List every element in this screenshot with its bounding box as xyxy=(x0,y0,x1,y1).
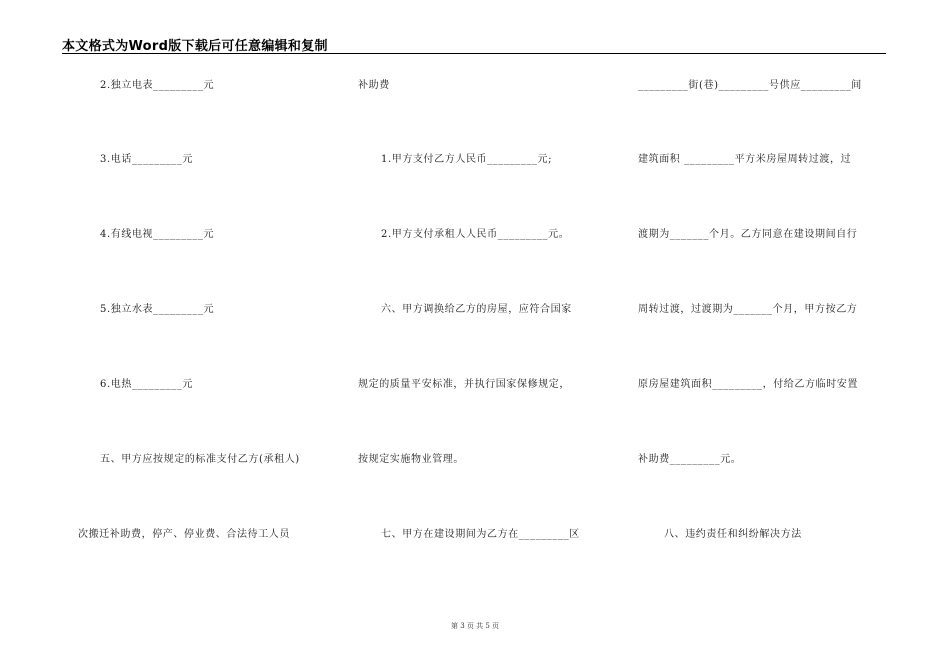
middle-line-4: 六、甲方调换给乙方的房屋，应符合国家 xyxy=(381,304,572,315)
right-line-7: 八、违约责任和纠纷解决方法 xyxy=(664,529,802,540)
document-header-title: 本文格式为Word版下载后可任意编辑和复制 xyxy=(62,39,328,54)
middle-line-1: 补助费 xyxy=(358,80,390,91)
right-line-3: 渡期为_______个月。乙方同意在建设期间自行 xyxy=(638,229,858,240)
page-number-footer: 第 3 页 共 5 页 xyxy=(450,622,500,630)
middle-line-5: 规定的质量平安标准，并执行国家保修规定， xyxy=(358,379,570,390)
left-line-3: 4.有线电视_________元 xyxy=(100,229,215,240)
left-line-7: 次搬迁补助费，停产、停业费、合法待工人员 xyxy=(78,529,290,540)
middle-line-2: 1.甲方支付乙方人民币_________元; xyxy=(381,154,553,165)
middle-line-3: 2.甲方支付承租人人民币_________元。 xyxy=(381,229,570,240)
middle-line-7: 七、甲方在建设期间为乙方在_________区 xyxy=(381,529,580,540)
left-line-5: 6.电热_________元 xyxy=(100,379,193,390)
right-line-2: 建筑面积 _________平方米房屋周转过渡，过 xyxy=(638,154,852,165)
left-line-6: 五、甲方应按规定的标准支付乙方(承租人) xyxy=(100,454,300,465)
right-line-4: 周转过渡，过渡期为_______个月，甲方按乙方 xyxy=(638,304,858,315)
left-line-4: 5.独立水表_________元 xyxy=(100,304,215,315)
header-divider xyxy=(62,53,886,54)
middle-line-6: 按规定实施物业管理。 xyxy=(358,454,464,465)
right-line-1: _________街(巷)_________号供应_________间 xyxy=(638,80,862,91)
right-line-5: 原房屋建筑面积_________，付给乙方临时安置 xyxy=(638,379,858,390)
left-line-2: 3.电话_________元 xyxy=(100,154,193,165)
left-line-1: 2.独立电表_________元 xyxy=(100,80,215,91)
right-line-6: 补助费_________元。 xyxy=(638,454,742,465)
